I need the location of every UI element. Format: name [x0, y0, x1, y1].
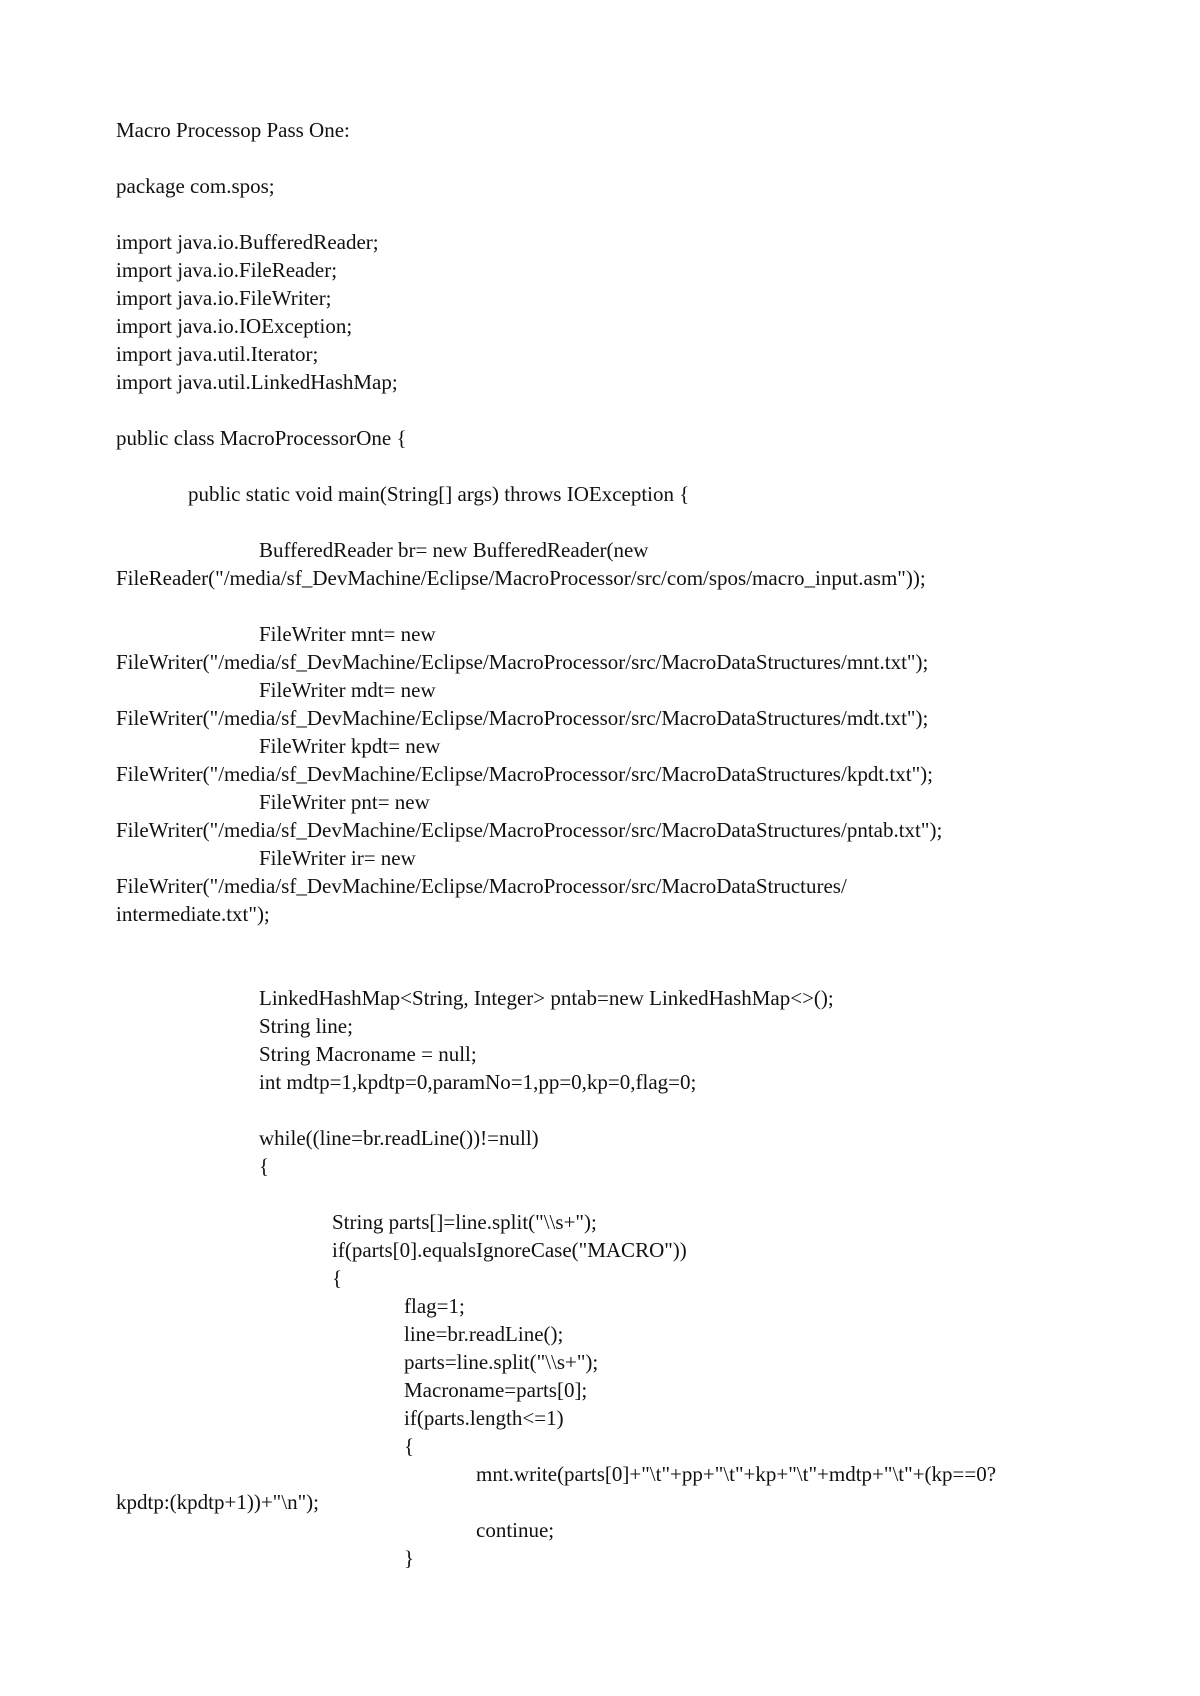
- code-line: import java.io.BufferedReader;: [116, 230, 379, 254]
- code-line: {: [404, 1434, 415, 1458]
- code-line: public class MacroProcessorOne {: [116, 426, 407, 450]
- code-line: {: [332, 1266, 343, 1290]
- code-line: String Macroname = null;: [259, 1042, 477, 1066]
- code-line: import java.io.IOException;: [116, 314, 353, 338]
- code-line: while((line=br.readLine())!=null): [259, 1126, 539, 1150]
- code-line: String line;: [259, 1014, 353, 1038]
- code-line: FileWriter kpdt= new: [259, 734, 441, 758]
- code-line: import java.util.Iterator;: [116, 342, 319, 366]
- code-line: mnt.write(parts[0]+"\t"+pp+"\t"+kp+"\t"+mdtp+"\t"+(kp==0?: [476, 1462, 997, 1486]
- code-line: line=br.readLine();: [404, 1322, 564, 1346]
- code-line: intermediate.txt");: [116, 902, 270, 926]
- code-line: FileWriter("/media/sf_DevMachine/Eclipse/MacroProcessor/src/MacroDataStructures/kpdt.txt");: [116, 762, 933, 786]
- code-line: import java.io.FileReader;: [116, 258, 338, 282]
- code-line: FileWriter mdt= new: [259, 678, 436, 702]
- code-line: import java.util.LinkedHashMap;: [116, 370, 398, 394]
- code-line: FileWriter ir= new: [259, 846, 416, 870]
- code-line: import java.io.FileWriter;: [116, 286, 332, 310]
- code-line: BufferedReader br= new BufferedReader(new: [259, 538, 649, 562]
- code-line: if(parts[0].equalsIgnoreCase("MACRO")): [332, 1238, 687, 1262]
- code-line: FileReader("/media/sf_DevMachine/Eclipse/MacroProcessor/src/com/spos/macro_input.asm"));: [116, 566, 926, 590]
- code-line: FileWriter("/media/sf_DevMachine/Eclipse/MacroProcessor/src/MacroDataStructures/: [116, 874, 847, 898]
- code-line: if(parts.length<=1): [404, 1406, 564, 1430]
- code-line: parts=line.split("\\s+");: [404, 1350, 599, 1374]
- code-line: FileWriter("/media/sf_DevMachine/Eclipse/MacroProcessor/src/MacroDataStructures/pntab.txt");: [116, 818, 943, 842]
- code-line: LinkedHashMap<String, Integer> pntab=new LinkedHashMap<>();: [259, 986, 834, 1010]
- code-line: int mdtp=1,kpdtp=0,paramNo=1,pp=0,kp=0,flag=0;: [259, 1070, 697, 1094]
- code-line: continue;: [476, 1518, 555, 1542]
- code-line: public static void main(String[] args) throws IOException {: [188, 482, 690, 506]
- code-line: String parts[]=line.split("\\s+");: [332, 1210, 597, 1234]
- code-line: FileWriter("/media/sf_DevMachine/Eclipse/MacroProcessor/src/MacroDataStructures/mnt.txt");: [116, 650, 929, 674]
- code-line: FileWriter pnt= new: [259, 790, 430, 814]
- code-line: package com.spos;: [116, 174, 275, 198]
- code-line: FileWriter("/media/sf_DevMachine/Eclipse/MacroProcessor/src/MacroDataStructures/mdt.txt");: [116, 706, 929, 730]
- code-line: flag=1;: [404, 1294, 465, 1318]
- code-line: Macroname=parts[0];: [404, 1378, 588, 1402]
- document-title: Macro Processop Pass One:: [116, 118, 350, 142]
- code-line: }: [404, 1546, 415, 1570]
- code-line: FileWriter mnt= new: [259, 622, 436, 646]
- code-line: {: [259, 1154, 270, 1178]
- code-line: kpdtp:(kpdtp+1))+"\n");: [116, 1490, 319, 1514]
